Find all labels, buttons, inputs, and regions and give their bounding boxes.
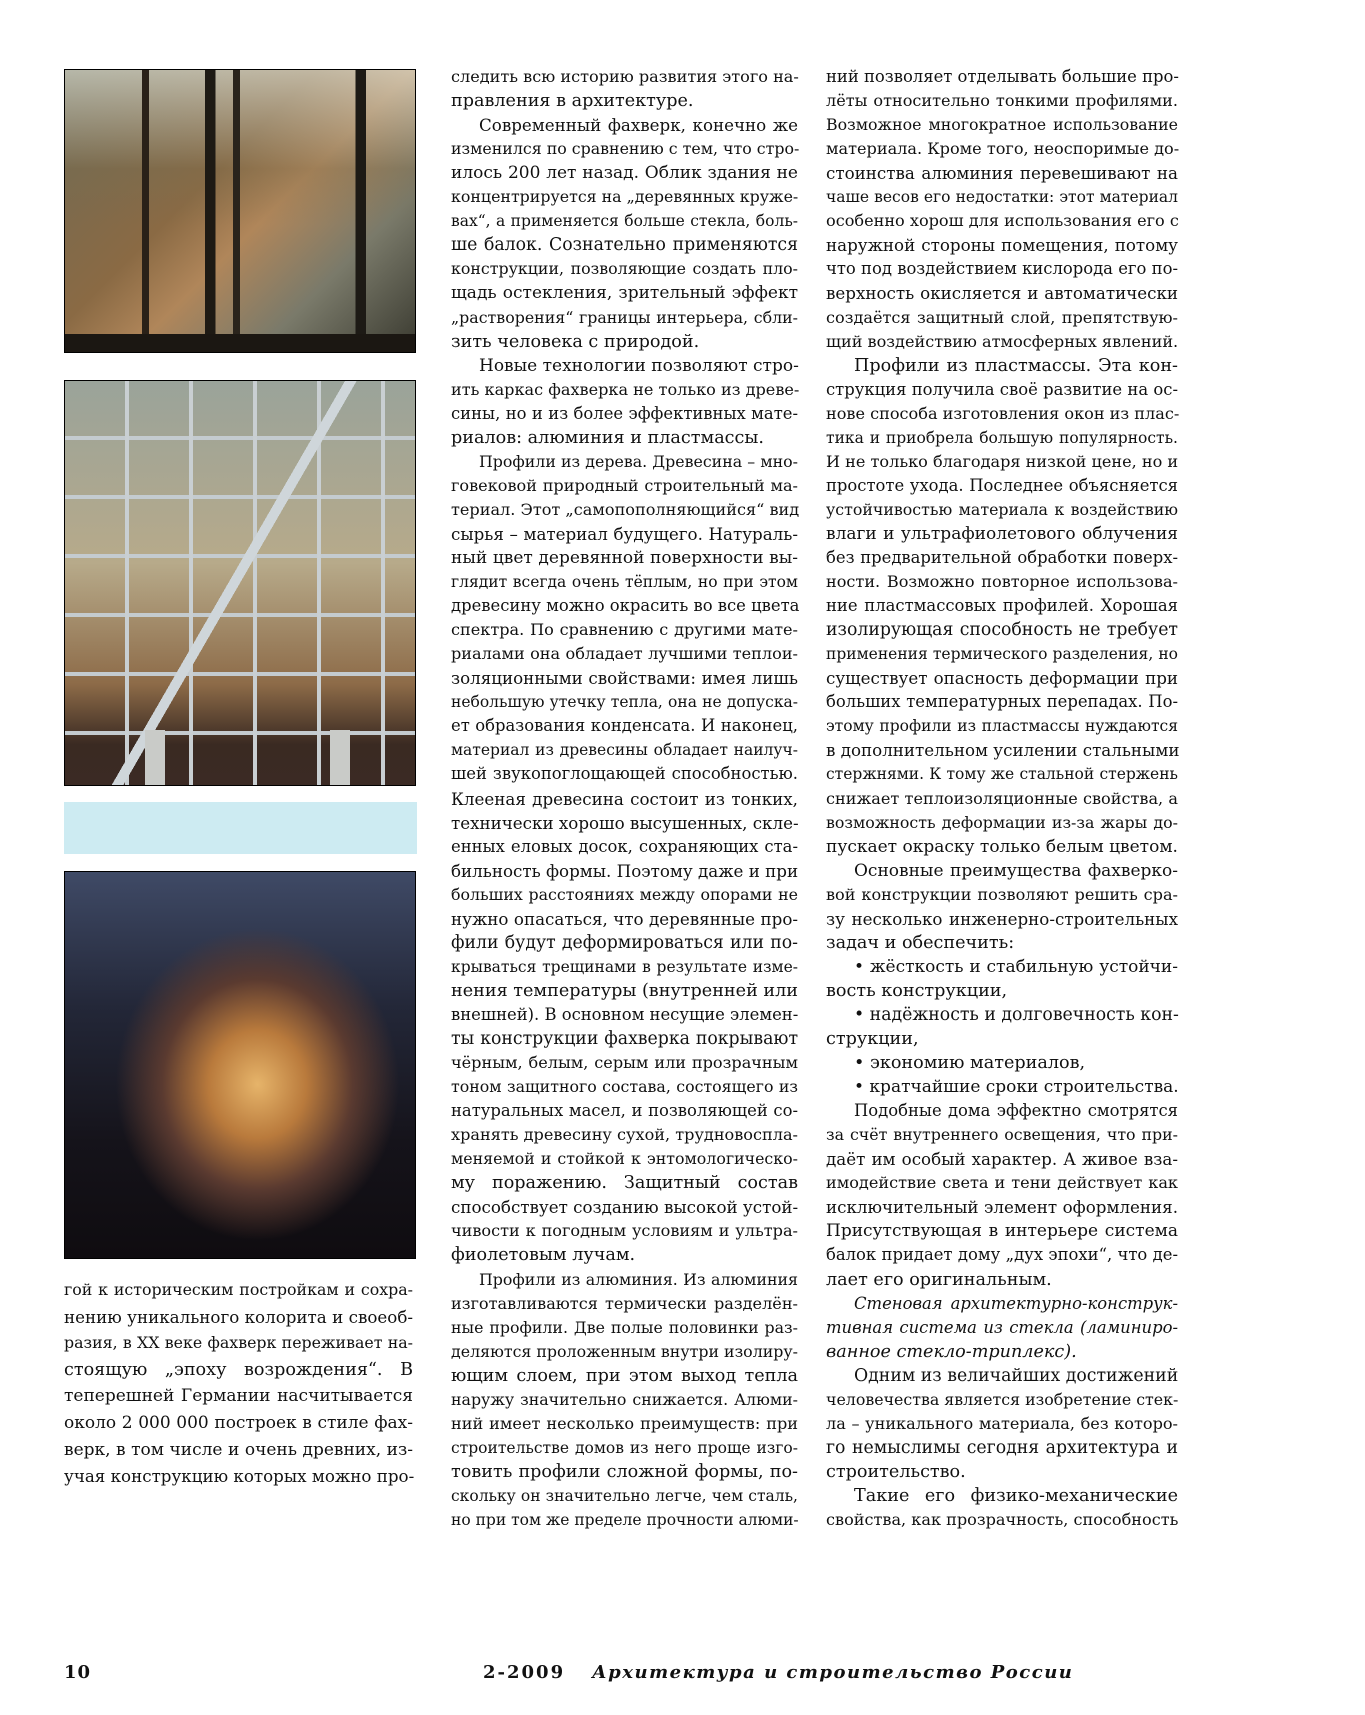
- text-line: ла – уникального материала, без которо-: [826, 1413, 1178, 1433]
- text-line: изготавливаются термически разделён-: [451, 1293, 798, 1313]
- text-line: нове способа изготовления окон из плас-: [826, 403, 1180, 423]
- text-line: скольку он значительно легче, чем сталь,: [451, 1486, 798, 1505]
- text-line: исключительный элемент оформления.: [826, 1197, 1178, 1218]
- text-line: имодействие света и тени действует как: [826, 1173, 1178, 1193]
- text-line: чаше весов его недостатки: этот материал: [826, 188, 1178, 207]
- text-line: ные профили. Две полые половинки раз-: [451, 1317, 798, 1337]
- text-line: тика и приобрела большую популярность.: [826, 428, 1178, 447]
- text-line: концентрируется на „деревянных круже-: [451, 187, 799, 207]
- text-line: пускает окраску только белым цветом.: [826, 836, 1178, 857]
- text-line: ности. Возможно повторное использова-: [826, 572, 1178, 592]
- text-line: лает его оригинальным.: [826, 1269, 1052, 1290]
- text-line: деляются проложенным внутри изолиру-: [451, 1341, 798, 1361]
- text-line: существует опасность деформации при: [826, 668, 1178, 689]
- text-line: устойчивостью материала к воздействию: [826, 499, 1178, 519]
- text-line: шей звукопоглощающей способностью.: [451, 764, 798, 784]
- text-line: простоте ухода. Последнее объясняется: [826, 475, 1178, 495]
- text-line: меняемой и стойкой к энтомологическо-: [451, 1149, 798, 1169]
- text-line: ний имеет несколько преимуществ: при: [451, 1413, 798, 1433]
- text-line: сины, но и из более эффективных мате-: [451, 403, 798, 423]
- text-line: чивости к погодным условиям и ультра-: [451, 1221, 798, 1241]
- text-line: следить всю историю развития этого на-: [451, 67, 799, 86]
- text-line: териал. Этот „самопополняющийся“ вид: [451, 499, 800, 519]
- text-line: задач и обеспечить:: [826, 932, 1015, 953]
- text-line: Возможное многократное использование: [826, 115, 1178, 135]
- text-line: ить каркас фахверка не только из древе-: [451, 379, 800, 399]
- page-number: 10: [64, 1662, 92, 1683]
- text-line: • надёжность и долговечность кон-: [854, 1004, 1179, 1025]
- text-line: ний позволяет отделывать большие про-: [826, 67, 1179, 86]
- text-line: изменился по сравнению с тем, что стро-: [451, 139, 800, 159]
- text-line: стоящую „эпоху возрождения“. В: [64, 1359, 413, 1380]
- issue-number: 2-2009: [483, 1662, 566, 1683]
- text-line: Такие его физико-механические: [854, 1485, 1178, 1506]
- text-line: струкция получила своё развитие на ос-: [826, 379, 1178, 399]
- text-line: гой к историческим постройкам и сохра-: [64, 1280, 413, 1299]
- caption-box: [64, 802, 417, 854]
- text-line: наружу значительно снижается. Алюми-: [451, 1389, 798, 1409]
- text-line: около 2 000 000 построек в стиле фах-: [64, 1413, 413, 1433]
- text-line: больших расстояниях между опорами не: [451, 884, 798, 904]
- text-line: Одним из величайших достижений: [854, 1365, 1179, 1386]
- text-line: И не только благодаря низкой цене, но и: [826, 451, 1179, 471]
- text-line: за счёт внутреннего освещения, что при-: [826, 1125, 1178, 1145]
- text-line: возможность деформации из-за жары до-: [826, 812, 1178, 832]
- text-line: товить профили сложной формы, по-: [451, 1461, 798, 1482]
- text-line: спектра. По сравнению с другими мате-: [451, 620, 798, 640]
- text-line: крываться трещинами в результате изме-: [451, 957, 798, 976]
- text-line: риалов: алюминия и пластмассы.: [451, 427, 764, 448]
- text-line: Современный фахверк, конечно же: [479, 115, 798, 136]
- text-line: правления в архитектуре.: [451, 91, 694, 112]
- text-line: но при том же пределе прочности алюми-: [451, 1511, 799, 1529]
- text-line: риалами она обладает лучшими теплои-: [451, 644, 798, 664]
- text-line: тоном защитного состава, состоящего из: [451, 1077, 798, 1097]
- text-line: чёрным, белым, серым или прозрачным: [451, 1053, 798, 1073]
- text-line: материал из древесины обладает наилуч-: [451, 741, 798, 760]
- text-line: ше балок. Сознательно применяются: [451, 235, 798, 256]
- text-line: стержнями. К тому же стальной стержень: [826, 765, 1178, 784]
- text-line: что под воздействием кислорода его по-: [826, 259, 1178, 279]
- text-line: • кратчайшие сроки строительства.: [854, 1077, 1179, 1098]
- magazine-title: Архитектура и строительство России: [592, 1662, 1074, 1683]
- text-line: Профили из алюминия. Из алюминия: [479, 1269, 798, 1289]
- text-line: влаги и ультрафиолетового облучения: [826, 523, 1178, 544]
- text-line: учая конструкцию которых можно про-: [64, 1466, 415, 1487]
- text-line: балок придает дому „дух эпохи“, что де-: [826, 1245, 1178, 1265]
- text-line: илось 200 лет назад. Облик здания не: [451, 163, 798, 184]
- text-line: способствует созданию высокой устой-: [451, 1197, 799, 1218]
- text-line: Стеновая архитектурно-конструк-: [854, 1293, 1178, 1313]
- text-line: строительстве домов из него проще изго-: [451, 1438, 798, 1457]
- text-line: материала. Кроме того, неоспоримые до-: [826, 139, 1180, 159]
- text-line: ты конструкции фахверка покрывают: [451, 1029, 798, 1049]
- text-line: нению уникального колорита и своеоб-: [64, 1306, 413, 1327]
- text-line: зить человека с природой.: [451, 331, 700, 352]
- text-line: человечества является изобретение стек-: [826, 1389, 1179, 1409]
- text-line: сырья – материал будущего. Натураль-: [451, 523, 798, 544]
- text-line: теперешней Германии насчитывается: [64, 1386, 413, 1407]
- text-line: лёты относительно тонкими профилями.: [826, 91, 1178, 111]
- text-line: особенно хорош для использования его с: [826, 211, 1179, 231]
- text-line: технически хорошо высушенных, скле-: [451, 812, 799, 833]
- text-line: фиолетовым лучам.: [451, 1245, 636, 1266]
- text-line: „растворения“ границы интерьера, сбли-: [451, 307, 798, 327]
- text-line: разия, в XX веке фахверк переживает на-: [64, 1333, 413, 1353]
- text-line: больших температурных перепадах. По-: [826, 692, 1178, 712]
- text-line: го немыслимы сегодня архитектура и: [826, 1437, 1178, 1458]
- text-line: Основные преимущества фахверко-: [854, 860, 1178, 881]
- text-line: Клееная древесина состоит из тонких,: [451, 788, 798, 809]
- text-line: без предварительной обработки поверх-: [826, 548, 1178, 567]
- text-line: глядит всегда очень тёплым, но при этом: [451, 573, 798, 592]
- text-line: енных еловых досок, сохраняющих ста-: [451, 836, 798, 856]
- text-line: Профили из дерева. Древесина – мно-: [479, 451, 798, 471]
- text-line: даёт им особый характер. А живое вза-: [826, 1149, 1178, 1170]
- text-line: вость конструкции,: [826, 980, 1008, 1001]
- text-line: строительство.: [826, 1461, 966, 1482]
- text-line: Профили из пластмассы. Эта кон-: [854, 355, 1178, 376]
- text-line: вой конструкции позволяют решить сра-: [826, 884, 1178, 904]
- text-line: натуральных масел, и позволяющей со-: [451, 1101, 798, 1121]
- text-line: хранять древесину сухой, трудновоспла-: [451, 1125, 798, 1145]
- house-at-night-photo: [64, 871, 416, 1259]
- text-line: щий воздействию атмосферных явлений.: [826, 331, 1179, 351]
- text-line: внешней). В основном несущие элемен-: [451, 1004, 799, 1024]
- text-line: фили будут деформироваться или по-: [451, 932, 798, 953]
- text-line: ние пластмассовых профилей. Хорошая: [826, 596, 1178, 616]
- house-among-trees-photo: [64, 69, 416, 353]
- text-line: применения термического разделения, но: [826, 645, 1178, 664]
- text-line: Подобные дома эффектно смотрятся: [854, 1101, 1178, 1121]
- text-line: стоинства алюминия перевешивают на: [826, 163, 1178, 184]
- text-line: конструкции, позволяющие создать пло-: [451, 259, 798, 279]
- text-line: золяционными свойствами: имея лишь: [451, 668, 798, 689]
- text-line: древесину можно окрасить во все цвета: [451, 596, 800, 616]
- text-line: тивная система из стекла (ламиниро-: [826, 1317, 1178, 1337]
- text-line: свойства, как прозрачность, способность: [826, 1510, 1179, 1529]
- text-line: нения температуры (внутренней или: [451, 980, 799, 1001]
- text-line: бильность формы. Поэтому даже и при: [451, 860, 799, 881]
- text-line: • жёсткость и стабильную устойчи-: [854, 956, 1178, 977]
- text-line: наружной стороны помещения, потому: [826, 235, 1178, 256]
- text-line: ет образования конденсата. И наконец,: [451, 716, 798, 736]
- text-line: изолирующая способность не требует: [826, 620, 1178, 641]
- text-line: нужно опасаться, что деревянные про-: [451, 908, 798, 929]
- text-line: снижает теплоизоляционные свойства, а: [826, 788, 1178, 808]
- text-line: • экономию материалов,: [854, 1053, 1086, 1074]
- text-line: струкции,: [826, 1029, 919, 1049]
- text-line: зу несколько инженерно-строительных: [826, 908, 1178, 929]
- text-line: верк, в том числе и очень древних, из-: [64, 1439, 413, 1460]
- text-line: создаётся защитный слой, препятствую-: [826, 307, 1178, 327]
- text-line: верхность окисляется и автоматически: [826, 283, 1178, 304]
- text-line: говековой природный строительный ма-: [451, 475, 798, 495]
- text-line: ванное стекло-триплекс).: [826, 1341, 1077, 1362]
- text-line: в дополнительном усилении стальными: [826, 740, 1180, 761]
- text-line: му поражению. Защитный состав: [451, 1173, 798, 1194]
- text-line: ный цвет деревянной поверхности вы-: [451, 548, 798, 568]
- text-line: Присутствующая в интерьере система: [826, 1221, 1178, 1242]
- text-line: Новые технологии позволяют стро-: [479, 355, 799, 376]
- text-line: щадь остекления, зрительный эффект: [451, 283, 798, 304]
- text-line: этому профили из пластмассы нуждаются: [826, 717, 1178, 736]
- text-line: вах“, а применяется больше стекла, боль-: [451, 212, 798, 231]
- text-line: ющим слоем, при этом выход тепла: [451, 1365, 798, 1386]
- text-line: небольшую утечку тепла, она не допуска-: [451, 693, 798, 712]
- aluminium-glass-facade-photo: [64, 380, 416, 786]
